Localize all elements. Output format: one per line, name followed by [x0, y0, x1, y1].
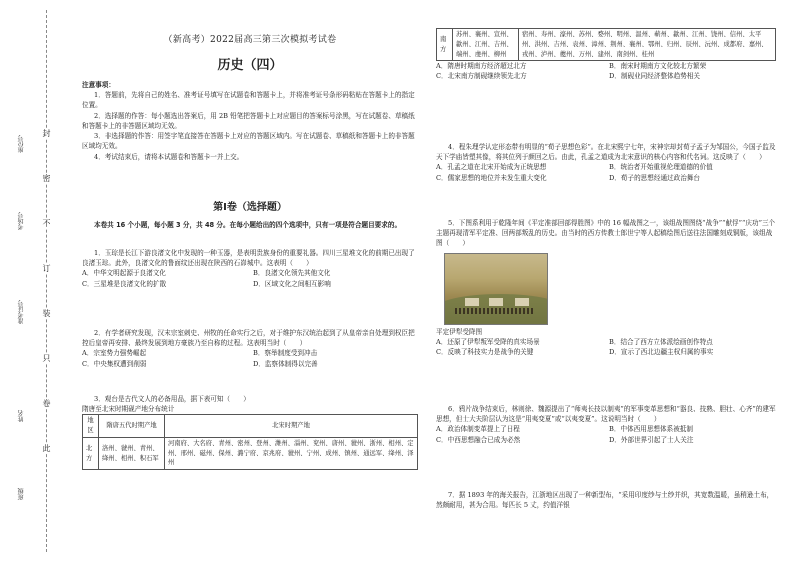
section-title: 第Ⅰ卷（选择题） — [213, 202, 287, 213]
question-stem: 3．观台是古代文人的必备用品，据下表可知（ ） — [94, 395, 250, 403]
region-cell: 北方 — [83, 437, 99, 469]
question-options — [436, 424, 776, 444]
image-caption: 平定伊犁受降图 — [436, 327, 483, 336]
question-stem: 4．程朱理学认定形态带有明显的“荀子思想色彩”。在北宋熙宁七年，宋神宗却封荀子孟子为邹国公，今国子监及天下学庙皆塑其像，将其位列于颜回之后。由此，孔孟之道成为北宋意识的核心内容和代名词。这反映了（ ） — [436, 143, 776, 162]
question-3 — [82, 394, 418, 470]
option-d[interactable]: D．制砚业同经济整体趋势相关 — [609, 72, 701, 81]
binding-char: 卷 — [42, 399, 51, 408]
note-item: 2．选择题的作答：每小题选出答案后，用 2B 铅笔把答题卡上对应题目的答案标号涂黑，写在试题卷、草稿纸和答题卡上的非答题区域均无效。 — [82, 111, 415, 130]
exam-title: （新高考）2022届高三第三次模拟考试卷 — [163, 35, 337, 45]
header-cell: 北宋时期产地 — [165, 415, 418, 438]
question-5 — [436, 218, 776, 357]
table-continuation — [436, 28, 776, 82]
question-2 — [82, 328, 418, 369]
option-b[interactable]: B．南宋时期南方文化较北方繁荣 — [609, 62, 707, 71]
notes-heading: 注意事项： — [82, 81, 115, 89]
exam-room-field[interactable]: 考场号 — [18, 212, 25, 230]
option-d[interactable]: D．区域文化之间相互影响 — [253, 279, 331, 288]
production-table — [82, 414, 418, 470]
name-field[interactable]: 姓名 — [18, 410, 25, 422]
notes-section — [82, 80, 418, 162]
option-d[interactable]: D．外部世界引起了士人关注 — [609, 435, 694, 444]
question-6 — [436, 404, 776, 445]
option-d[interactable]: D．宣示了西北边疆主权归属的事实 — [609, 348, 714, 357]
question-options — [436, 337, 776, 357]
option-c[interactable]: C．反映了科技实力是战争的关键 — [436, 348, 534, 357]
option-a[interactable]: A．宗室势力强势崛起 — [82, 349, 147, 358]
option-a[interactable]: A．中华文明起源于良渚文化 — [82, 269, 166, 278]
question-7 — [436, 490, 776, 510]
tang-cell: 苏州、襄州、宣州、歙州、江州、吉州、端州、虔州、柳州 — [453, 29, 519, 61]
binding-char: 订 — [42, 264, 51, 273]
binding-char: 只 — [42, 354, 51, 363]
binding-char: 不 — [42, 219, 51, 228]
option-c[interactable]: C．儒家思想的地位并未发生重大变化 — [436, 173, 547, 182]
question-1 — [82, 248, 418, 289]
option-d[interactable]: D．荀子的思想经通过政治舞台 — [609, 173, 701, 182]
song-cell: 河南府、大名府、青州、密州、登州、潍州、淄州、兖州、唐州、虢州、浙州、相州、定州、邢州、磁州、保州、潞宁府、京兆府、虢州、宁州、成州、镇州、通远军、绛州、泽州 — [165, 437, 418, 469]
question-4 — [436, 142, 776, 183]
table-header-row — [83, 415, 418, 438]
question-stem: 6．鸦片战争结束后，林则徐、魏源提出了“师夷长技以制夷”的军事变革思想和“器良、技熟、胆壮、心齐”的建军思想，但士大夫阶层认为这是“用夷变夏”或“以夷变夏”。这说明当时（ ） — [436, 405, 776, 424]
option-b[interactable]: B．察举制度受到冲击 — [253, 349, 318, 358]
binding-margin — [0, 0, 60, 562]
question-options — [82, 348, 418, 368]
option-b[interactable]: B．良渚文化领先其他文化 — [253, 269, 331, 278]
option-c[interactable]: C．中西思想融合已成为必然 — [436, 435, 521, 444]
question-options — [82, 268, 418, 288]
option-b[interactable]: B．中体西用思想体系被抵制 — [609, 425, 693, 434]
battle-painting-image — [444, 253, 548, 325]
section1-header — [82, 200, 418, 230]
note-item: 3．非选择题的作答：用签字笔直接答在答题卡上对应的答题区域内。写在试题卷、草稿纸和答题卡上的非答题区域均无效。 — [82, 132, 415, 151]
question-options — [436, 162, 776, 182]
option-c[interactable]: C．北宋南方制砚继续领先北方 — [436, 72, 527, 81]
subject-title: 历史（四） — [217, 58, 283, 73]
option-a[interactable]: A．孔孟之道在北宋开始成为正统思想 — [436, 163, 547, 172]
question-options — [436, 61, 776, 81]
seat-number-field[interactable]: 座位号 — [18, 135, 25, 153]
option-c[interactable]: C．三星堆是良渚文化的扩散 — [82, 279, 167, 288]
table-row — [437, 29, 776, 61]
binding-char: 封 — [42, 129, 51, 138]
option-b[interactable]: B．结合了西方立体派绘画创作特点 — [609, 337, 713, 346]
option-b[interactable]: B．统治者开始重视伦理道德的价值 — [609, 163, 713, 172]
option-d[interactable]: D．监察体制得以完善 — [253, 359, 318, 368]
note-item: 4．考试结束后，请将本试题卷和答题卡一并上交。 — [94, 152, 244, 161]
question-stem: 7．据 1893 年的海关报告，江浙地区出现了一种新型布，“采用印度纱与土纱并织，其宽数温暖，虽稍逊土布，然颇耐用，甚为合用。每匹长 5 丈，约值洋银 — [436, 491, 774, 510]
binding-char: 此 — [42, 444, 51, 453]
option-a[interactable]: A．隋唐时期南方经济超过北方 — [436, 62, 527, 71]
binding-char: 密 — [42, 174, 51, 183]
region-cell: 南方 — [437, 29, 453, 61]
song-cell: 宿州、寿州、濠州、苏州、婺州、明州、温州、蕲州、歙州、江州、饶州、信州、太平州、洪州、吉州、袁州、漳州、荆州、襄州、鄂州、归州、辰州、沅州、成都府、嘉州、戎州、泸州、夔州、万州、建州、南剑州、桂州 — [519, 29, 776, 61]
production-table-continued — [436, 28, 776, 61]
tang-cell: 洛州、虢州、青州、绛州、相州、积石军 — [99, 437, 165, 469]
section-instructions: 本卷共 16 个小题，每小题 3 分，共 48 分。在每小题给出的四个选项中，只有一项是符合题目要求的。 — [94, 220, 402, 229]
question-stem: 2．有学者研究发现，汉末宗室刺史、州牧的任命实行之后，对于维护东汉统治起到了从皇帝亲自处理到权臣把控后皇帝再安排、最终发展到地方豪族乃至自称的过程。这表明当时（ ） — [82, 329, 415, 348]
option-a[interactable]: A．还原了伊犁叛军受降的真实场景 — [436, 337, 540, 346]
option-c[interactable]: C．中央集权遭到削弱 — [82, 359, 147, 368]
note-item: 1．答题前，先将自己的姓名、准考证号填写在试题卷和答题卡上，并将准考证号条形码粘贴在答题卡上的指定位置。 — [82, 91, 415, 110]
question-stem: 5．下图系利用于乾隆年间《平定准部回部得胜图》中的 16 幅战图之一，该组战图图绕“战争”“献俘”“庆功”三个主题再现清军平定准、回两部叛乱的历史。由当时的西方传教士郎世宁等人起稿绘图后送往法国雕刻成铜版，该组战图（ ） — [436, 219, 776, 248]
binding-dashed-line — [46, 10, 47, 552]
binding-char: 装 — [42, 309, 51, 318]
class-field[interactable]: 班级 — [18, 488, 25, 500]
table-row — [83, 437, 418, 469]
admission-number-field[interactable]: 准考证号 — [18, 300, 25, 324]
question-stem: 1．玉琮是长江下游良渚文化中发现的一种玉器，是表明贵族身份的重要礼器。四川三星堆文化的前期已出现了良渚玉琮。此外，良渚文化的鲁面纹还出现在陕西的石峁城中。这表明（ ） — [82, 249, 415, 268]
option-a[interactable]: A．政治体制变革提上了日程 — [436, 425, 520, 434]
header-cell: 隋唐五代时期产地 — [99, 415, 165, 438]
header-cell: 地区 — [83, 415, 99, 438]
table-title: 隋唐至北宋时期砚产地分布统计 — [82, 405, 175, 414]
